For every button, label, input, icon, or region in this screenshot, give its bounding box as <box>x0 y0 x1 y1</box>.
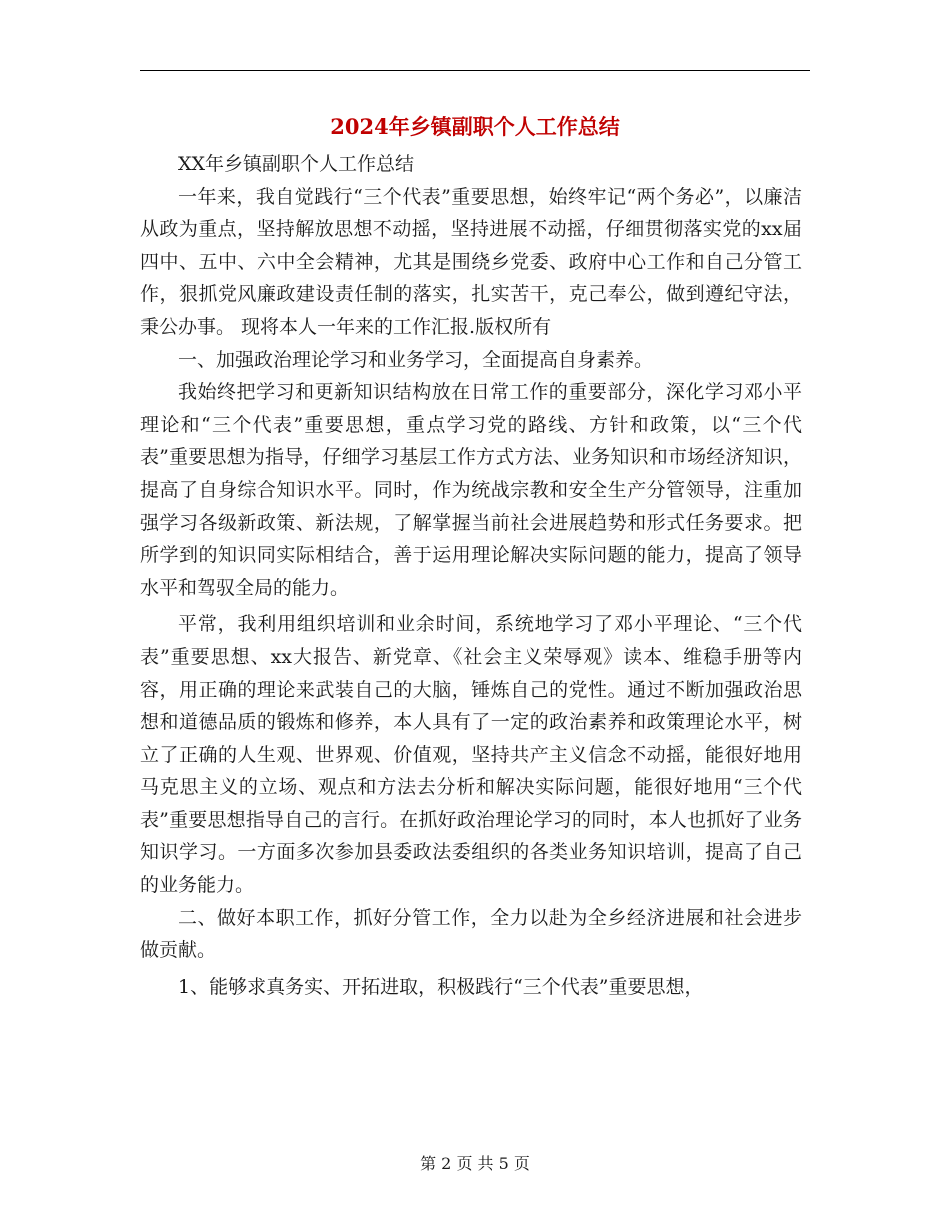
paragraph-subtitle: XX年乡镇副职个人工作总结 <box>178 153 415 175</box>
section-heading-1: 一、加强政治理论学习和业务学习，全面提高自身素养。 <box>178 348 654 371</box>
document-body <box>140 148 802 1003</box>
section-heading-2: 二、做好本职工作，抓好分管工作，全力以赴为全乡经济进展和社会进步做贡献。 <box>140 906 802 962</box>
header-rule <box>140 70 810 71</box>
paragraph-study: 我始终把学习和更新知识结构放在日常工作的重要部分，深化学习邓小平理论和“三个代表”重要思想，重点学习党的路线、方针和政策，以“三个代表”重要思想为指导，仔细学习基层工作方式方法、业务知识和市场经济知识，提高了自身综合知识水平。同时，作为统战宗教和安全生产分管领导，注重加强学习各级新政策、新法规，了解掌握当前社会进展趋势和形式任务要求。把所学到的知识同实际相结合，善于运用理论解决实际问题的能力，提高了领导水平和驾驭全局的能力。 <box>140 381 802 599</box>
paragraph-item-1: 1、能够求真务实、开拓进取，积极践行“三个代表”重要思想， <box>178 975 704 998</box>
paragraph-intro: 一年来，我自觉践行“三个代表”重要思想，始终牢记“两个务必”，以廉洁从政为重点，坚持解放思想不动摇，坚持进展不动摇，仔细贯彻落实党的xx届四中、五中、六中全会精神，尤其是围绕乡党委、政府中心工作和自己分管工作，狠抓党风廉政建设责任制的落实，扎实苦干，克己奉公，做到遵纪守法，秉公办事。 现将本人一年来的工作汇报.版权所有 <box>140 185 802 338</box>
document-title: 2024年乡镇副职个人工作总结 <box>330 114 620 139</box>
paragraph-routine: 平常，我利用组织培训和业余时间，系统地学习了邓小平理论、“三个代表”重要思想、xx大报告、新党章、《社会主义荣辱观》读本、维稳手册等内容，用正确的理论来武装自己的大脑，锤炼自己的党性。通过不断加强政治思想和道德品质的锻炼和修养，本人具有了一定的政治素养和政策理论水平，树立了正确的人生观、世界观、价值观，坚持共产主义信念不动摇，能很好地用马克思主义的立场、观点和方法去分析和解决实际问题，能很好地用“三个代表”重要思想指导自己的言行。在抓好政治理论学习的同时，本人也抓好了业务知识学习。一方面多次参加县委政法委组织的各类业务知识培训，提高了自己的业务能力。 <box>140 613 802 897</box>
page-number: 第 2 页 共 5 页 <box>420 1154 530 1173</box>
